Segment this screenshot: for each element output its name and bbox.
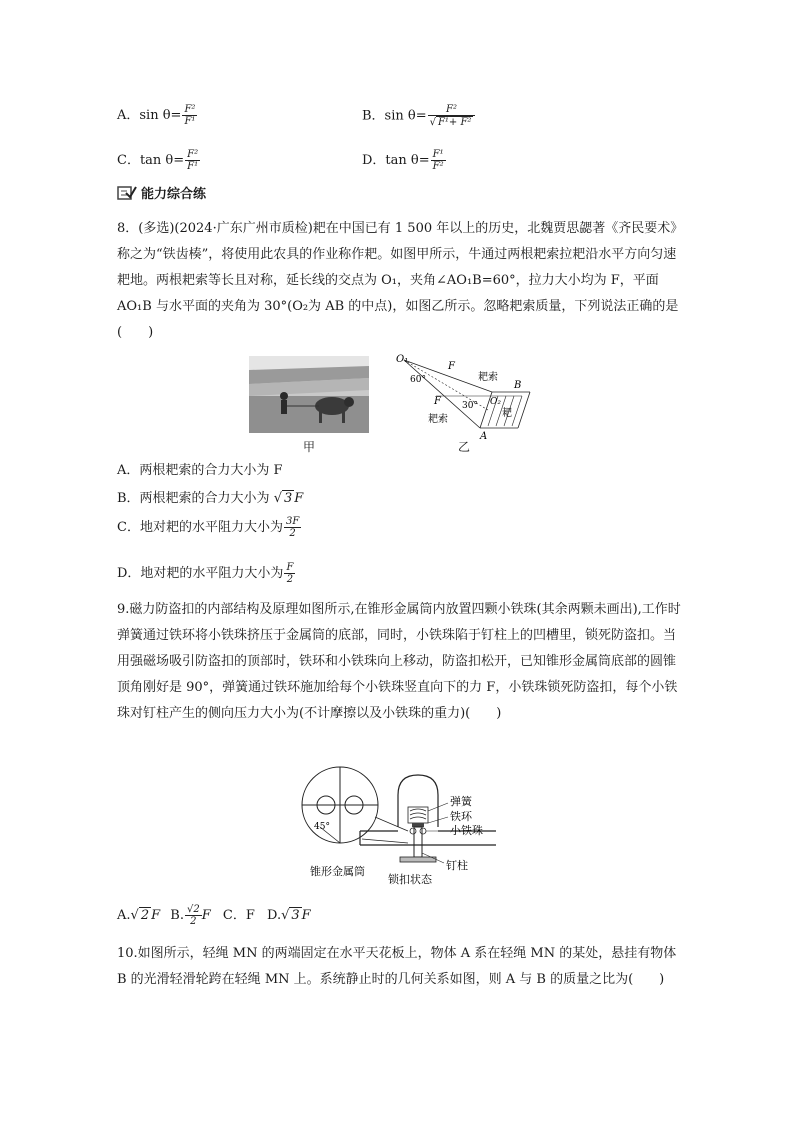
q9-options: [117, 904, 311, 927]
label-rope-bottom: 耙索: [428, 414, 448, 425]
magnetic-lock-diagram: [300, 765, 500, 890]
label-angle-45: 45°: [314, 822, 330, 832]
figure-jia-caption: 甲: [303, 440, 316, 454]
label-f-top: F: [448, 361, 455, 372]
q9-option-a: A.√ 2 F: [117, 908, 161, 923]
section-header: [117, 183, 206, 202]
label-ball: 小铁珠: [450, 824, 483, 837]
q7-option-c: C．tan θ= $\frac{\text{F²}}{\text{F¹}}$: [117, 149, 199, 172]
label-spring: 弹簧: [450, 795, 472, 808]
label-rope-top: 耙索: [478, 372, 498, 383]
figure-yi-caption: 乙: [458, 440, 471, 454]
q9-option-c: C．F: [222, 908, 255, 923]
label-a: A: [480, 431, 488, 440]
label-pin: 钉柱: [446, 859, 468, 872]
q8-stem: 8．(多选)(2024·广东广州市质检)耙在中国已有 1 500 年以上的历史，北魏贾思勰著《齐民要术》称之为“铁齿楱”，将使用此农具的作业称作耙。如图甲所示，牛通过两根耙索拉耙沿水平方向匀速耙地。两根耙索等长且对称，延长线的交点为 O₁，夹角∠AO₁B=60°，拉力大小均为 F，平面 AO₁B 与水平面的夹角为 30°(O₂为 AB 的中点)，如图乙所示。忽略耙索质量，下列说法正确的是( ): [117, 221, 679, 340]
section-title: 能力综合练: [141, 187, 207, 202]
label-b: B: [514, 380, 522, 391]
label-cone: 锥形金属筒: [310, 865, 365, 878]
q10-stem: 10.如图所示，轻绳 MN 的两端固定在水平天花板上，物体 A 系在轻绳 MN 的某处，悬挂有物体 B 的光滑轻滑轮跨在轻绳 MN 上。系统静止时的几何关系如图，则 A 与 B 的质量之比为( ): [117, 946, 677, 987]
label-o2: O₂: [490, 397, 501, 407]
label-angle-30: 30°: [462, 401, 478, 411]
q7-option-b: B．sin θ= $\frac{\text{F²}}{\text{√ F¹+ F²}}$: [362, 104, 475, 128]
sqrt-denominator: √ F¹+ F²: [428, 115, 476, 128]
q8-option-c: C．地对耙的水平阻力大小为 $\frac{3F}{2}$: [117, 516, 300, 539]
checklist-icon: [117, 185, 137, 201]
q8-option-a: A．两根耙索的合力大小为 F: [117, 463, 283, 478]
label-locked: 锁扣状态: [388, 873, 432, 886]
q9-option-d: D.√ 3 F: [266, 908, 311, 923]
label-f-bottom: F: [434, 396, 441, 407]
q9-option-b: B. $\frac{√2}{2}$ F: [170, 904, 211, 927]
q7-option-a: A．sin θ= $\frac{\text{F²}}{\text{F¹}}$: [117, 104, 196, 127]
q7-option-d: D．tan θ= $\frac{\text{F¹}}{\text{F²}}$: [362, 149, 444, 172]
q8-option-b: B．两根耙索的合力大小为 √ 3 F: [117, 491, 304, 506]
ox-plowing-photo: [249, 356, 369, 433]
label-angle-60: 60°: [410, 375, 426, 385]
label-harrow: 耙: [502, 408, 512, 419]
harrow-force-diagram: [392, 352, 534, 440]
q8-option-d: D．地对耙的水平阻力大小为 $\frac{F}{2}$: [117, 562, 294, 585]
label-o1: O₁: [396, 354, 409, 365]
label-ring: 铁环: [450, 810, 472, 823]
q9-stem: 9.磁力防盗扣的内部结构及原理如图所示,在锥形金属筒内放置四颗小铁珠(其余两颗未画出),工作时弹簧通过铁环将小铁珠挤压于金属筒的底部，同时，小铁珠陷于钉柱上的凹槽里，锁死防盗扣。当用强磁场吸引防盗扣的顶部时，铁环和小铁珠向上移动，防盗扣松开，已知锥形金属筒底部的圆锥顶角刚好是 90°，弹簧通过铁环施加给每个小铁珠竖直向下的力 F，小铁珠锁死防盗扣，每个小铁珠对钉柱产生的侧向压力大小为(不计摩擦以及小铁珠的重力)( ): [117, 602, 681, 721]
